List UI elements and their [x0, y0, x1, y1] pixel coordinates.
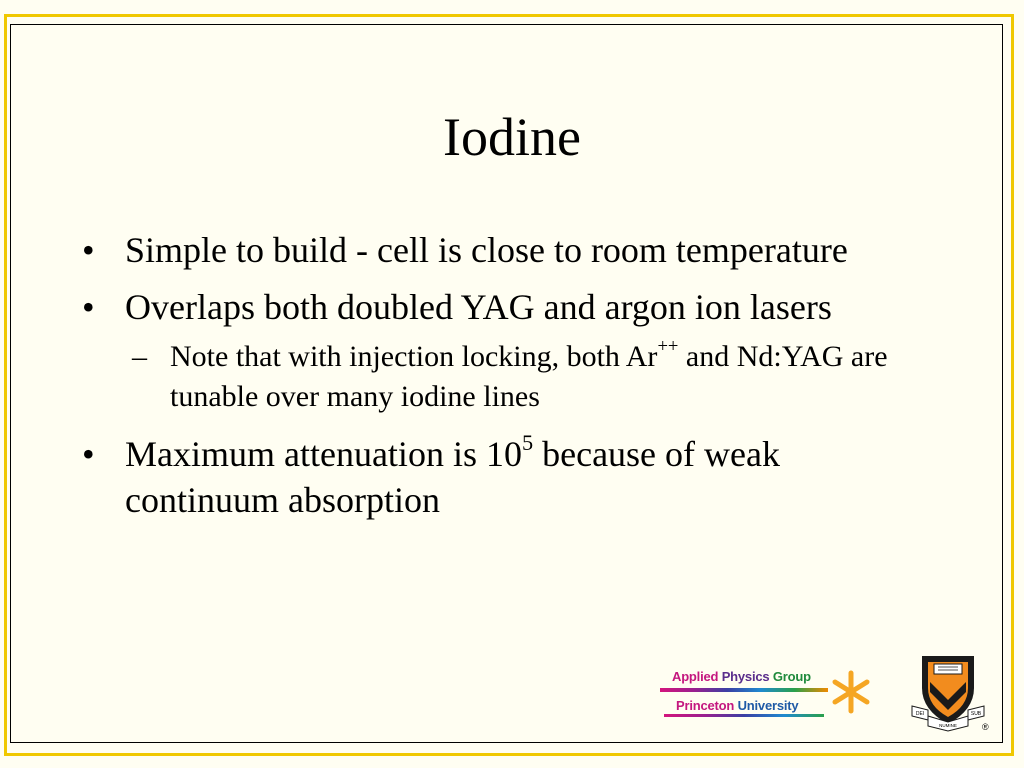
- shield-ribbon-text: NUMINE: [939, 723, 957, 728]
- bullet-mark: •: [82, 287, 95, 327]
- registered-mark: ®: [982, 722, 989, 732]
- sub-bullet-item: [82, 337, 942, 417]
- shield-text-left: DEI: [915, 711, 925, 717]
- bullet-text-pre: Maximum attenuation is 10: [125, 434, 522, 474]
- bullet-item: [82, 227, 942, 273]
- superscript: 5: [521, 429, 534, 455]
- group-logo-line2: Princeton University: [676, 698, 799, 713]
- bullet-text-post: because of weak continuum absorption: [125, 434, 780, 520]
- bullet-mark: •: [82, 230, 95, 270]
- logo-rainbow-bar: [660, 688, 828, 692]
- bullet-list: [82, 227, 942, 534]
- princeton-shield-icon: [908, 652, 988, 732]
- sub-bullet-mark: –: [132, 340, 147, 373]
- superscript: ++: [657, 336, 679, 358]
- bullet-item: [82, 431, 942, 523]
- group-logo-line1: Applied Physics Group: [672, 669, 811, 684]
- bullet-mark: •: [82, 434, 95, 474]
- asterisk-icon: [831, 670, 871, 714]
- bullet-text: Simple to build - cell is close to room temperature: [125, 230, 848, 270]
- slide-title: Iodine: [443, 107, 581, 167]
- bullet-item: [82, 284, 942, 330]
- logo-rainbow-bar: [664, 714, 824, 717]
- bullet-text: Overlaps both doubled YAG and argon ion lasers: [125, 287, 832, 327]
- shield-text-right: SUB: [970, 711, 982, 717]
- sub-bullet-text-post: and Nd:YAG are tunable over many iodine lines: [170, 340, 888, 413]
- sub-bullet-text-pre: Note that with injection locking, both Ar: [170, 340, 658, 373]
